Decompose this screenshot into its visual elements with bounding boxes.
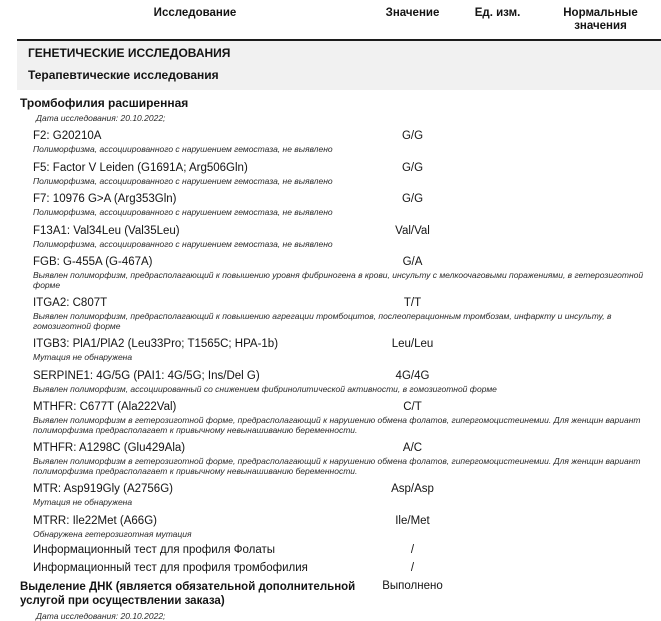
test-note: Обнаружена гетерозиготная мутация	[33, 528, 192, 539]
table-header	[0, 0, 661, 33]
test-name: F2: G20210A	[33, 130, 102, 142]
test-value: Asp/Asp	[391, 483, 434, 495]
test-name: ITGA2: C807T	[33, 297, 108, 309]
test-row	[0, 162, 661, 187]
test-value: 4G/4G	[395, 369, 430, 382]
test-row	[0, 225, 661, 250]
test-row	[0, 193, 661, 218]
test-value: G/A	[402, 256, 423, 268]
test-value: /	[410, 562, 415, 574]
test-name: F13A1: Val34Leu (Val35Leu)	[33, 224, 180, 237]
dna-extraction-row	[0, 580, 661, 621]
test-note: Выявлен полиморфизм в гетерозиготной форме, предрасполагающий к нарушению обмена фолатов, гипергомоцистеинемии. Для женщин вариант полиморфизма предрасполагает к привычному невынашиванию беременности.	[33, 456, 641, 476]
test-note: Выявлен полиморфизм, ассоциированный со снижением фибринолитической активности, в гомозиготной форме	[33, 383, 497, 394]
test-row	[0, 256, 661, 290]
test-row	[0, 562, 661, 575]
test-note: Полиморфизма, ассоциированного с нарушением гемостаза, не выявлено	[33, 175, 333, 186]
test-value: A/C	[402, 442, 423, 454]
test-value: C/T	[403, 401, 422, 413]
test-note: Выявлен полиморфизм, предрасполагающий к повышению агрегации тромбоцитов, послеоперационным тромбозам, инфаркту и инсульту, в гомозиготной форме	[33, 311, 612, 331]
dna-extraction-date: Дата исследования: 20.10.2022;	[36, 611, 166, 621]
section-subtitle: Терапевтические исследования	[28, 68, 219, 82]
test-note: Мутация не обнаружена	[33, 497, 133, 507]
test-name: Информационный тест для профиля Фолаты	[33, 544, 276, 556]
test-note: Полиморфизма, ассоциированного с нарушением гемостаза, не выявлено	[33, 238, 333, 249]
test-note: Мутация не обнаружена	[33, 352, 133, 362]
test-row	[0, 515, 661, 540]
test-value: G/G	[401, 161, 424, 174]
dna-extraction-name: Выделение ДНК (является обязательной дополнительной услугой при осуществлении заказа)	[20, 581, 356, 607]
test-row	[0, 483, 661, 508]
test-row	[0, 130, 661, 155]
dna-extraction-value: Выполнено	[382, 580, 443, 592]
test-row	[0, 338, 661, 363]
test-value: /	[410, 544, 415, 556]
test-note: Полиморфизма, ассоциированного с нарушением гемостаза, не выявлено	[33, 144, 333, 154]
test-value: Leu/Leu	[391, 338, 434, 350]
test-name: ITGB3: PlA1/PlA2 (Leu33Pro; T1565C; HPA-1b)	[33, 338, 279, 350]
test-name: MTHFR: C677T (Ala222Val)	[33, 401, 177, 413]
column-header-unit: Ед. изм.	[474, 7, 521, 19]
test-name: FGB: G-455A (G-467A)	[33, 256, 153, 268]
test-value: Val/Val	[395, 224, 430, 237]
test-row	[0, 401, 661, 435]
test-row	[0, 544, 661, 557]
test-row	[0, 297, 661, 331]
test-note: Выявлен полиморфизм, предрасполагающий к повышению уровня фибриногена в крови, инсульту с мелкоочаговыми поражениями, в гетерозиготной форме	[33, 270, 644, 290]
test-note: Полиморфизма, ассоциированного с нарушением гемостаза, не выявлено	[33, 207, 333, 217]
test-value: Ile/Met	[395, 514, 430, 527]
section-title: ГЕНЕТИЧЕСКИЕ ИССЛЕДОВАНИЯ	[28, 46, 231, 60]
test-name: F5: Factor V Leiden (G1691A; Arg506Gln)	[33, 161, 248, 174]
test-name: Информационный тест для профиля тромбофилия	[33, 562, 308, 574]
test-value: G/G	[401, 193, 424, 205]
column-header-normal: Нормальные значения	[563, 7, 638, 32]
panel-title: Тромбофилия расширенная	[20, 96, 189, 110]
test-row	[0, 442, 661, 476]
panel-date: Дата исследования: 20.10.2022;	[36, 113, 166, 123]
test-note: Выявлен полиморфизм в гетерозиготной форме, предрасполагающий к нарушению обмена фолатов, гипергомоцистеинемии. Для женщин вариант полиморфизма предрасполагает к привычному невынашиванию беременности.	[33, 415, 641, 435]
test-name: MTRR: Ile22Met (A66G)	[33, 514, 157, 527]
column-header-test: Исследование	[153, 7, 237, 19]
test-value: T/T	[403, 297, 422, 309]
test-row	[0, 370, 661, 395]
test-value: G/G	[401, 130, 424, 142]
test-name: F7: 10976 G>A (Arg353Gln)	[33, 193, 177, 205]
section-band	[17, 39, 661, 90]
test-name: MTR: Asp919Gly (A2756G)	[33, 483, 173, 495]
column-header-value: Значение	[385, 7, 440, 19]
test-name: SERPINE1: 4G/5G (PAI1: 4G/5G; Ins/Del G)	[33, 369, 260, 382]
test-name: MTHFR: A1298C (Glu429Ala)	[33, 442, 186, 454]
